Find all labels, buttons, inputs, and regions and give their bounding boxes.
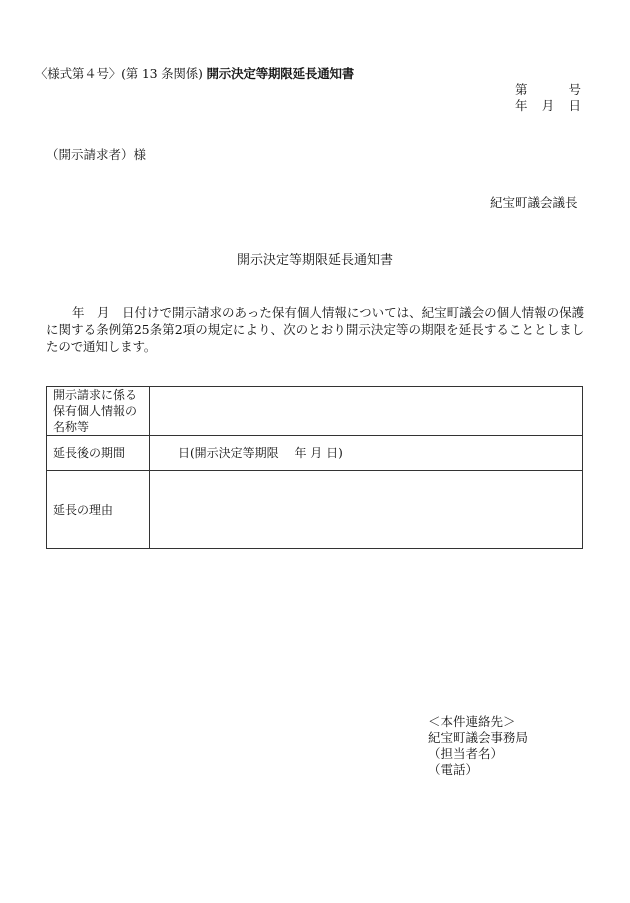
form-title-header: 開示決定等期限延長通知書 xyxy=(206,66,355,81)
table-row xyxy=(47,471,583,549)
date-label-year: 年 xyxy=(515,98,528,113)
value-info-name xyxy=(150,387,583,436)
document-date xyxy=(515,96,581,114)
contact-block xyxy=(428,714,528,778)
value-reason xyxy=(150,471,583,549)
date-label-day: 日 xyxy=(568,98,581,113)
number-label-go: 号 xyxy=(568,82,581,97)
form-identifier xyxy=(35,64,354,82)
sender: 紀宝町議会議長 xyxy=(490,195,578,210)
contact-heading: ＜本件連絡先＞ xyxy=(428,714,516,729)
body-paragraph: 年 月 日付けで開示請求のあった保有個人情報については、紀宝町議会の個人情報の保護に関する条例第25条第2項の規定により、次のとおり開示決定等の期限を延長することとしましたので通知します。 xyxy=(46,305,584,354)
table-row xyxy=(47,387,583,436)
date-label-month: 月 xyxy=(541,98,555,113)
form-prefix: 〈様式第４号〉(第 13 条関係) xyxy=(35,66,203,81)
recipient: （開示請求者）様 xyxy=(46,147,147,162)
contact-phone: （電話） xyxy=(428,762,479,777)
label-info-name: 開示請求に係る保有個人情報の名称等 xyxy=(47,387,150,436)
label-extended-period: 延長後の期間 xyxy=(47,436,150,471)
number-label-dai: 第 xyxy=(515,82,528,97)
contact-person: （担当者名） xyxy=(428,746,504,761)
document-title: 開示決定等期限延長通知書 xyxy=(236,253,393,268)
contact-office: 紀宝町議会事務局 xyxy=(428,730,529,745)
value-extended-period: 日(開示決定等期限 年 月 日) xyxy=(150,436,583,471)
info-table xyxy=(46,386,583,549)
label-reason: 延長の理由 xyxy=(47,471,150,549)
table-row xyxy=(47,436,583,471)
